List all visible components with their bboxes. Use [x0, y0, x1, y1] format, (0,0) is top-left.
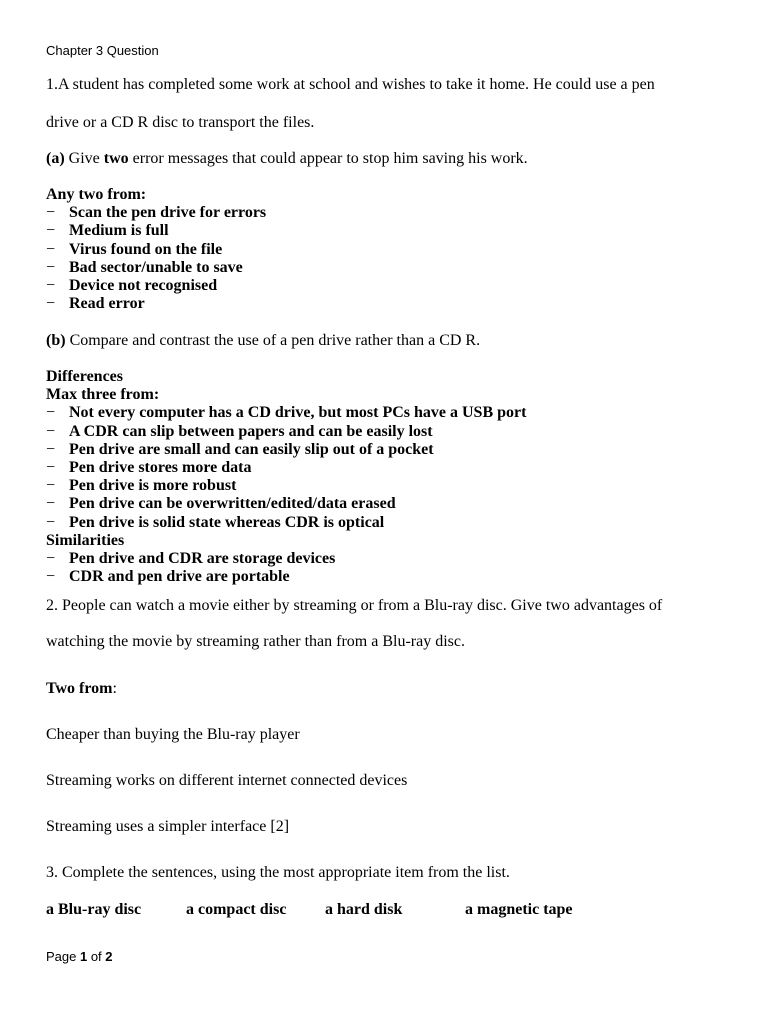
q3-line-1: 3. Complete the sentences, using the most appropriate item from the list.	[46, 864, 510, 881]
q2-answer-1: Cheaper than buying the Blu-ray player	[46, 726, 300, 743]
q1-answer-list	[46, 186, 266, 313]
q3-option: a compact disc	[186, 901, 287, 918]
q2-two-from: Two from:	[46, 680, 117, 697]
q2-line-2: watching the movie by streaming rather than from a Blu-ray disc.	[46, 633, 465, 650]
q2-line-1: 2. People can watch a movie either by streaming or from a Blu-ray disc. Give two advantages of	[46, 597, 663, 614]
similarities-heading: Similarities	[46, 531, 125, 549]
page-number: 1	[79, 949, 88, 964]
q3-option: a magnetic tape	[465, 901, 573, 918]
q3-option: a hard disk	[325, 901, 403, 918]
list-item: − CDR and pen drive are portable	[46, 568, 290, 586]
page-header: Chapter 3 Question	[46, 43, 159, 58]
q1-part-a	[46, 150, 528, 168]
q1-line-2: drive or a CD R disc to transport the files.	[46, 114, 315, 131]
list-item: − Pen drive is solid state whereas CDR is optical	[46, 513, 385, 531]
list-item: − Pen drive and CDR are storage devices	[46, 550, 336, 568]
list-item: − Device not recognised	[46, 277, 218, 295]
list-item: − Pen drive stores more data	[46, 459, 252, 477]
q1-part-a-text-pre: Give	[64, 150, 104, 167]
list-item: − A CDR can slip between papers and can be easily lost	[46, 422, 433, 440]
q1-part-b	[46, 332, 480, 350]
list-item: − Not every computer has a CD drive, but most PCs have a USB port	[46, 404, 527, 422]
page-footer: Page 1 of 2	[46, 949, 113, 964]
differences-heading: Differences	[46, 368, 123, 385]
list-item: − Pen drive are small and can easily slip out of a pocket	[46, 440, 434, 458]
q2-answer-3: Streaming uses a simpler interface [2]	[46, 818, 290, 835]
max-three-heading: Max three from:	[46, 386, 160, 404]
list-item: − Scan the pen drive for errors	[46, 204, 267, 222]
q1-part-a-text-bold: two	[103, 150, 129, 167]
q1-part-b-label: (b)	[46, 332, 66, 349]
list-item: − Bad sector/unable to save	[46, 258, 243, 276]
answer-heading: Any two from:	[46, 186, 147, 203]
list-item: − Pen drive can be overwritten/edited/data erased	[46, 495, 396, 513]
q1-comparison-list	[46, 368, 526, 586]
q1-part-b-text: Compare and contrast the use of a pen drive rather than a CD R.	[65, 332, 481, 349]
list-item: − Medium is full	[46, 222, 169, 240]
list-item: − Read error	[46, 295, 145, 313]
q2-answer-2: Streaming works on different internet connected devices	[46, 772, 408, 789]
q1-part-a-text-post: error messages that could appear to stop him saving his work.	[128, 150, 528, 167]
list-item: − Virus found on the file	[46, 240, 223, 258]
q1-part-a-label: (a)	[46, 150, 65, 167]
q1-line-1: 1.A student has completed some work at school and wishes to take it home. He could use a pen	[46, 76, 655, 93]
page-total: 2	[105, 949, 113, 964]
q3-option: a Blu-ray disc	[46, 901, 142, 918]
list-item: − Pen drive is more robust	[46, 477, 237, 495]
